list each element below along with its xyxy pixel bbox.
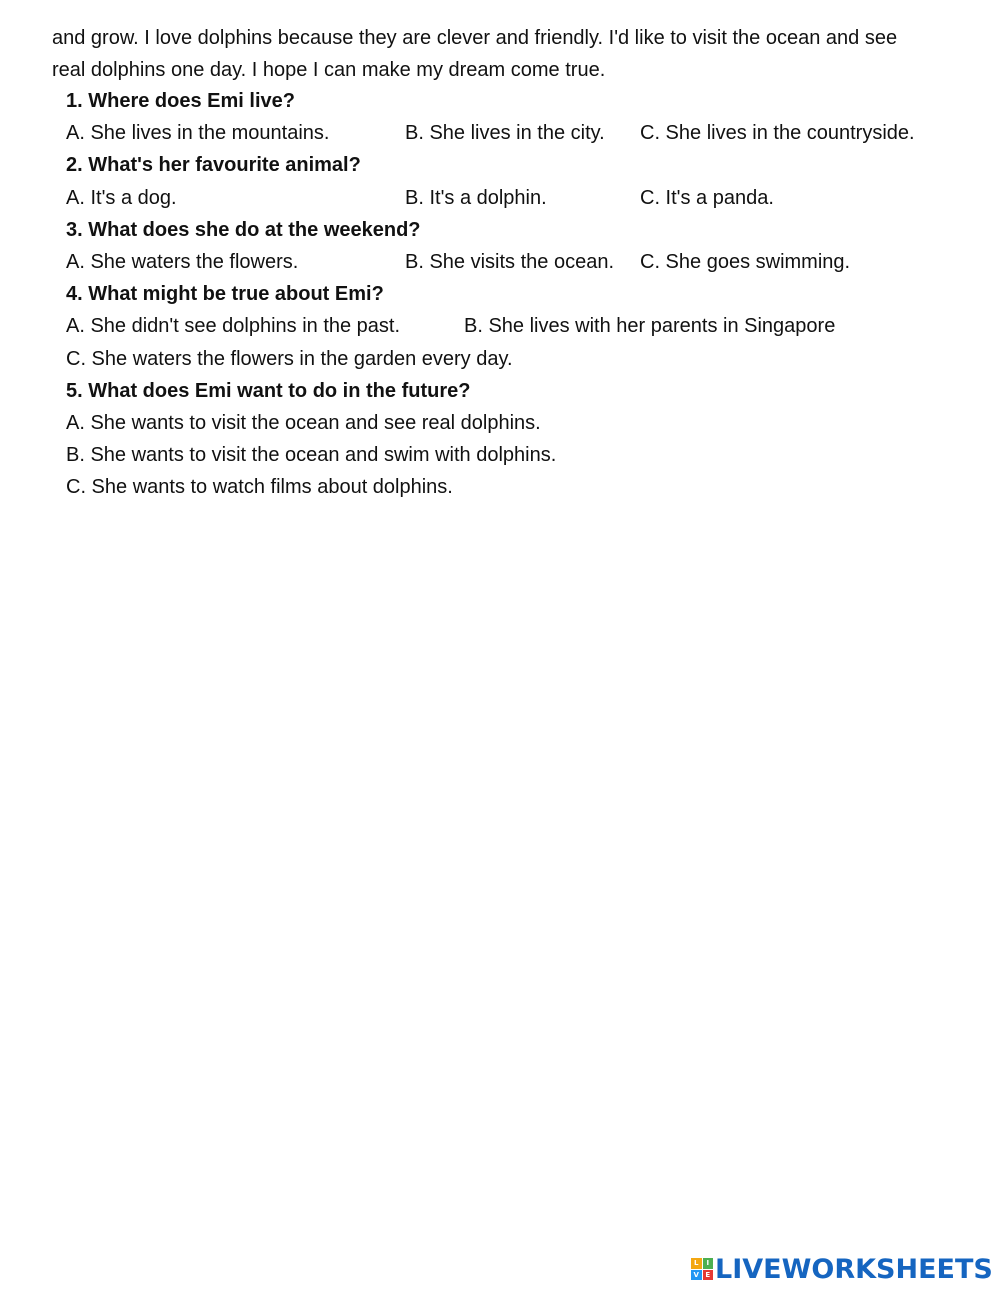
question-text: 3. What does she do at the weekend? <box>66 218 421 241</box>
question-2-options <box>66 182 966 214</box>
reading-passage <box>52 22 972 86</box>
logo-mark-cell: I <box>703 1258 714 1269</box>
question-5-option-c-row <box>66 471 966 503</box>
option-a[interactable]: A. She wants to visit the ocean and see real dolphins. <box>66 411 541 434</box>
question-4-options-ab <box>66 310 966 342</box>
logo-mark-icon <box>691 1258 713 1280</box>
logo-mark-cell: V <box>691 1270 702 1281</box>
option-a[interactable]: A. She didn't see dolphins in the past. <box>66 315 401 338</box>
question-3 <box>66 214 966 246</box>
question-4-options-c <box>66 343 966 375</box>
option-a[interactable]: A. She waters the flowers. <box>66 250 299 273</box>
liveworksheets-logo <box>691 1252 993 1286</box>
question-1-options <box>66 117 966 149</box>
option-c[interactable]: C. She lives in the countryside. <box>640 122 915 145</box>
logo-mark-cell: E <box>703 1270 714 1281</box>
passage-line: and grow. I love dolphins because they are clever and friendly. I'd like to visit the ocean and see <box>52 27 898 49</box>
question-5-option-b-row <box>66 439 966 471</box>
option-b[interactable]: B. She lives with her parents in Singapore <box>464 315 836 338</box>
question-4 <box>66 278 966 310</box>
option-c[interactable]: C. She waters the flowers in the garden every day. <box>66 347 513 370</box>
option-c[interactable]: C. She wants to watch films about dolphins. <box>66 476 453 499</box>
option-c[interactable]: C. She goes swimming. <box>640 250 851 273</box>
question-list <box>66 85 966 503</box>
question-text: 5. What does Emi want to do in the future? <box>66 379 471 402</box>
option-b[interactable]: B. It's a dolphin. <box>405 186 547 209</box>
option-a[interactable]: A. It's a dog. <box>66 186 177 209</box>
question-text: 4. What might be true about Emi? <box>66 283 384 306</box>
question-3-options <box>66 246 966 278</box>
option-b[interactable]: B. She wants to visit the ocean and swim with dolphins. <box>66 444 557 467</box>
question-2 <box>66 149 966 181</box>
logo-text: LIVEWORKSHEETS <box>715 1253 993 1285</box>
option-b[interactable]: B. She visits the ocean. <box>405 250 615 273</box>
question-text: 2. What's her favourite animal? <box>66 154 361 177</box>
option-b[interactable]: B. She lives in the city. <box>405 122 605 145</box>
option-a[interactable]: A. She lives in the mountains. <box>66 122 330 145</box>
question-1 <box>66 85 966 117</box>
question-5 <box>66 375 966 407</box>
question-5-option-a-row <box>66 407 966 439</box>
question-text: 1. Where does Emi live? <box>66 90 295 112</box>
logo-mark-cell: L <box>691 1258 702 1269</box>
passage-line: real dolphins one day. I hope I can make my dream come true. <box>52 59 606 81</box>
option-c[interactable]: C. It's a panda. <box>640 186 774 209</box>
